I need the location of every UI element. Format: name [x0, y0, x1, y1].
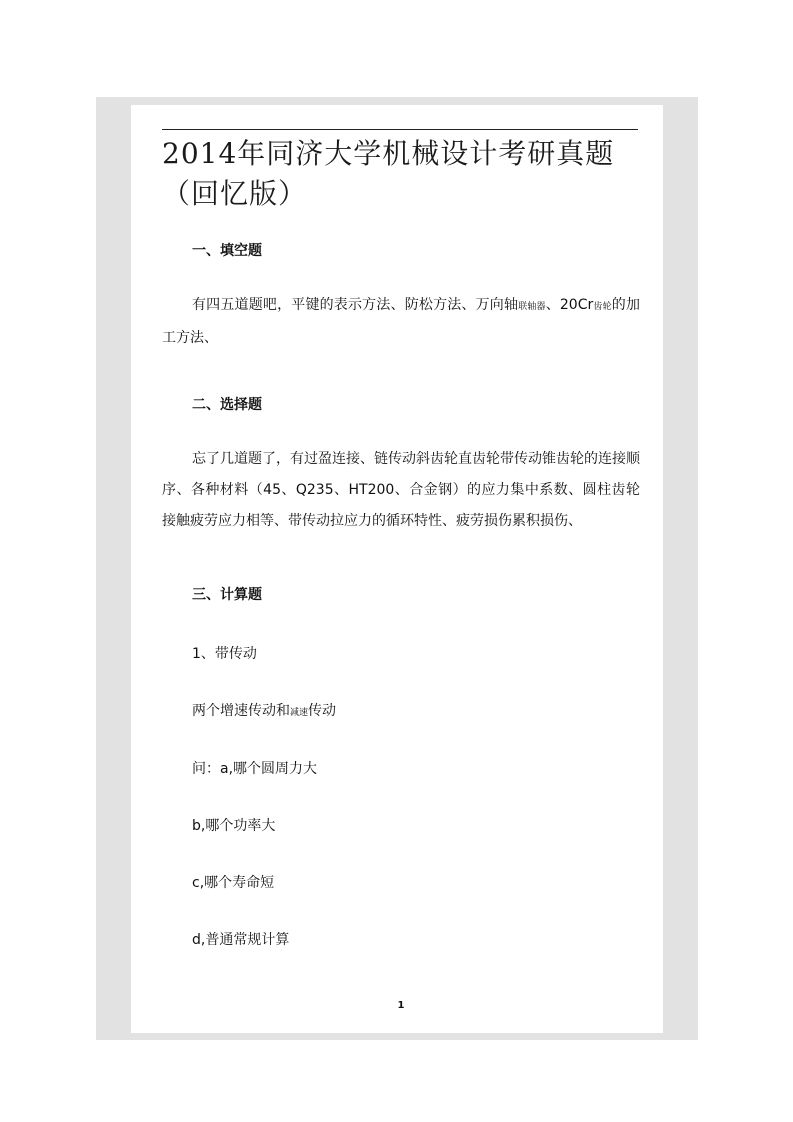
text-run: 传动: [308, 703, 337, 719]
text-run: 、20Cr: [545, 297, 594, 313]
small-text-run: 减速: [290, 708, 309, 718]
document-title: 2014年同济大学机械设计考研真题（回忆版）: [162, 137, 615, 210]
text-run: 有四五道题吧，平键的表示方法、防松方法、万向轴: [192, 297, 519, 313]
calc-item-title: 1、带传动: [192, 646, 257, 662]
calc-item-line: [192, 700, 336, 720]
section-heading-choice: 二、选择题: [192, 397, 262, 413]
small-text-run: 齿轮: [593, 302, 612, 312]
small-text-run: 联轴器: [518, 302, 546, 312]
section-fill-in-paragraph: [162, 290, 640, 354]
question-b: b,哪个功率大: [192, 818, 276, 834]
question-a: 问：a,哪个圆周力大: [192, 761, 318, 777]
text-run: 的加工方法、: [162, 297, 640, 346]
section-heading-calc: 三、计算题: [192, 587, 262, 603]
question-d: d,普通常规计算: [192, 932, 290, 948]
page-number: 1: [397, 1000, 405, 1011]
question-c: c,哪个寿命短: [192, 875, 275, 891]
text-run: 两个增速传动和: [192, 703, 290, 719]
section-choice-paragraph: 忘了几道题了，有过盈连接、链传动斜齿轮直齿轮带传动锥齿轮的连接顺序、各种材料（45、Q235、HT200、合金钢）的应力集中系数、圆柱齿轮接触疲劳应力相等、带传动拉应力的循环特性、疲劳损伤累积损伤、: [162, 451, 640, 529]
title-rule: [162, 129, 638, 130]
section-heading-fill-in: 一、填空题: [192, 243, 262, 259]
